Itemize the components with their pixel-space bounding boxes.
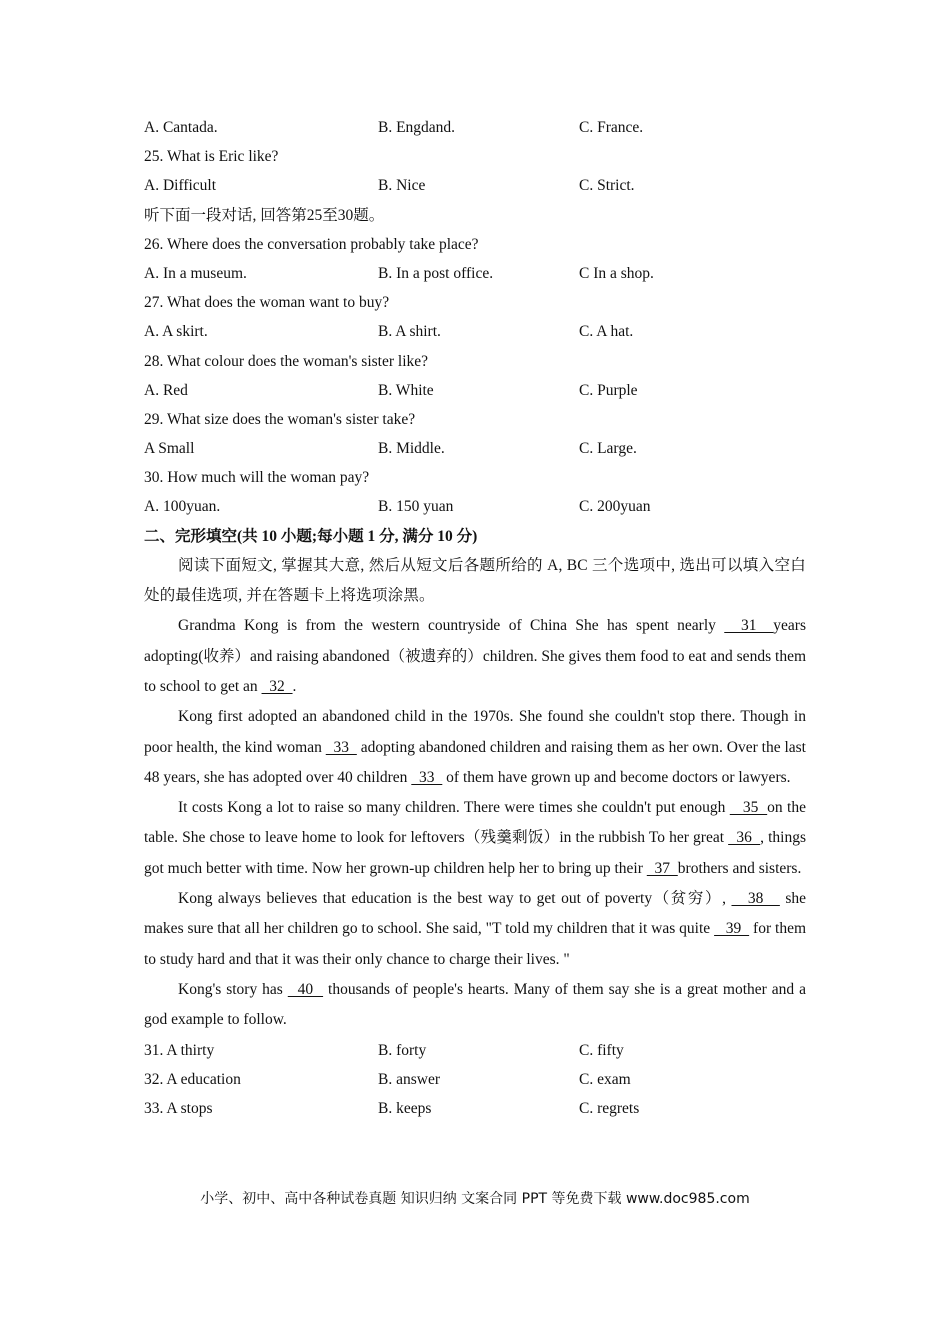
passage-text: for them to study hard and that it was their only chance to charge their lives. " [144, 920, 806, 968]
q30-option-b: B. 150 yuan [378, 498, 454, 516]
q31-option-b: B. forty [378, 1041, 427, 1059]
q31-option-c: C. fifty [579, 1041, 624, 1059]
q24-option-c: C. France. [579, 119, 644, 136]
blank-34: 33 [411, 768, 443, 786]
q26-option-c: C In a shop. [579, 264, 654, 282]
q29-option-b: B. Middle. [378, 440, 445, 458]
q32-option-a: 32. A education [144, 1070, 241, 1088]
passage-paragraph-2 [144, 702, 806, 793]
q24-option-b: B. Engdand. [378, 119, 456, 136]
passage-text: she makes sure that all her children go to school. She said, "T told my children that it was quite [144, 890, 806, 938]
q27-question: 27. What does the woman want to buy? [144, 294, 390, 312]
passage-paragraph-1 [144, 611, 806, 702]
q25-option-a: A. Difficult [144, 177, 217, 195]
q24-option-a: A. Cantada. [144, 119, 218, 136]
passage-paragraph-5 [144, 975, 806, 1036]
blank-36: 36 [728, 829, 761, 847]
passage-text: on the table. She chose to leave home to look for leftovers（残羹剩饭）in the rubbish To her great [144, 799, 806, 847]
q28-question: 28. What colour does the woman's sister like? [144, 352, 429, 370]
cloze-instruction: 阅读下面短文, 掌握其大意, 然后从短文后各题所给的 A, BC 三个选项中, 选出可以填入空白处的最佳选项, 并在答题卡上将选项涂黑。 [144, 556, 806, 605]
q27-option-c: C. A hat. [579, 323, 634, 341]
passage-text: adopting abandoned children and raising them as her own. Over the last 48 years, she has adopted over 40 children [144, 738, 806, 786]
q28-option-a: A. Red [144, 381, 188, 399]
q26-options [144, 259, 806, 288]
q24-options [144, 113, 806, 142]
q33-options [144, 1094, 806, 1123]
passage-paragraph-4 [144, 884, 806, 975]
passage-text: Grandma Kong is from the western countryside of China She has spent nearly [178, 617, 725, 635]
q25-options [144, 171, 806, 200]
passage-text: of them have grown up and become doctors or lawyers. [442, 768, 791, 786]
blank-32: 32 [261, 678, 293, 695]
q32-option-c: C. exam [579, 1070, 631, 1088]
passage-paragraph-3 [144, 793, 806, 884]
q27-option-a: A. A skirt. [144, 323, 208, 341]
passage-text: years adopting(收养）and raising abandoned（被遗弃的）children. She gives them food to eat and sends them to school to get an [144, 617, 806, 695]
q26-question: 26. Where does the conversation probably take place? [144, 235, 479, 253]
q27-options [144, 317, 806, 346]
q32-option-b: B. answer [378, 1070, 440, 1088]
q33-option-b: B. keeps [378, 1099, 432, 1117]
q29-options [144, 434, 806, 463]
q28-option-c: C. Purple [579, 381, 638, 399]
passage-text: . [292, 678, 297, 695]
q29-option-a: A Small [144, 440, 195, 458]
passage-text: Kong first adopted an abandoned child in the 1970s. She found she couldn't stop there. Though in poor health, the kind woman [144, 708, 806, 756]
q29-option-c: C. Large. [579, 440, 637, 458]
q32-options [144, 1065, 806, 1094]
blank-33: 33 [325, 738, 357, 756]
section-heading: 二、完形填空(共 10 小题;每小题 1 分, 满分 10 分) [144, 527, 478, 545]
q28-options [144, 376, 806, 405]
passage-text: thousands of people's hearts. Many of them say she is a great mother and a god example to follow. [144, 980, 806, 1029]
q26-option-b: B. In a post office. [378, 264, 494, 282]
blank-37: 37 [646, 859, 678, 877]
q31-options [144, 1036, 806, 1065]
q33-option-c: C. regrets [579, 1099, 640, 1117]
exam-page [144, 113, 806, 1123]
page-footer: 小学、初中、高中各种试卷真题 知识归纳 文案合同 PPT 等免费下载 www.doc985.com [200, 1191, 750, 1207]
blank-40: 40 [287, 980, 324, 998]
q31-option-a: 31. A thirty [144, 1041, 215, 1059]
passage-text: Kong always believes that education is the best way to get out of poverty（贫穷）, [178, 890, 732, 908]
q27-option-b: B. A shirt. [378, 323, 441, 341]
blank-35: 35 [729, 799, 768, 817]
passage-text: Kong's story has [178, 980, 288, 998]
q30-question: 30. How much will the woman pay? [144, 469, 370, 487]
passage-text: brothers and sisters. [677, 859, 802, 877]
q28-option-b: B. White [378, 381, 434, 399]
q30-option-a: A. 100yuan. [144, 498, 221, 516]
passage-text: It costs Kong a lot to raise so many children. There were times she couldn't put enough [178, 799, 730, 817]
q25-question: 25. What is Eric like? [144, 148, 279, 166]
passage-text: , things got much better with time. Now her grown-up children help her to bring up their [144, 829, 806, 877]
q29-question: 29. What size does the woman's sister take? [144, 410, 416, 428]
blank-39: 39 [714, 920, 750, 938]
q30-options [144, 492, 806, 521]
q33-option-a: 33. A stops [144, 1099, 213, 1117]
q25-option-c: C. Strict. [579, 177, 635, 195]
blank-31: 31 [724, 617, 774, 635]
blank-38: 38 [731, 890, 780, 908]
listening-instruction: 听下面一段对话, 回答第25至30题。 [144, 206, 385, 224]
q30-option-c: C. 200yuan [579, 498, 651, 516]
q26-option-a: A. In a museum. [144, 264, 247, 282]
q25-option-b: B. Nice [378, 177, 426, 195]
